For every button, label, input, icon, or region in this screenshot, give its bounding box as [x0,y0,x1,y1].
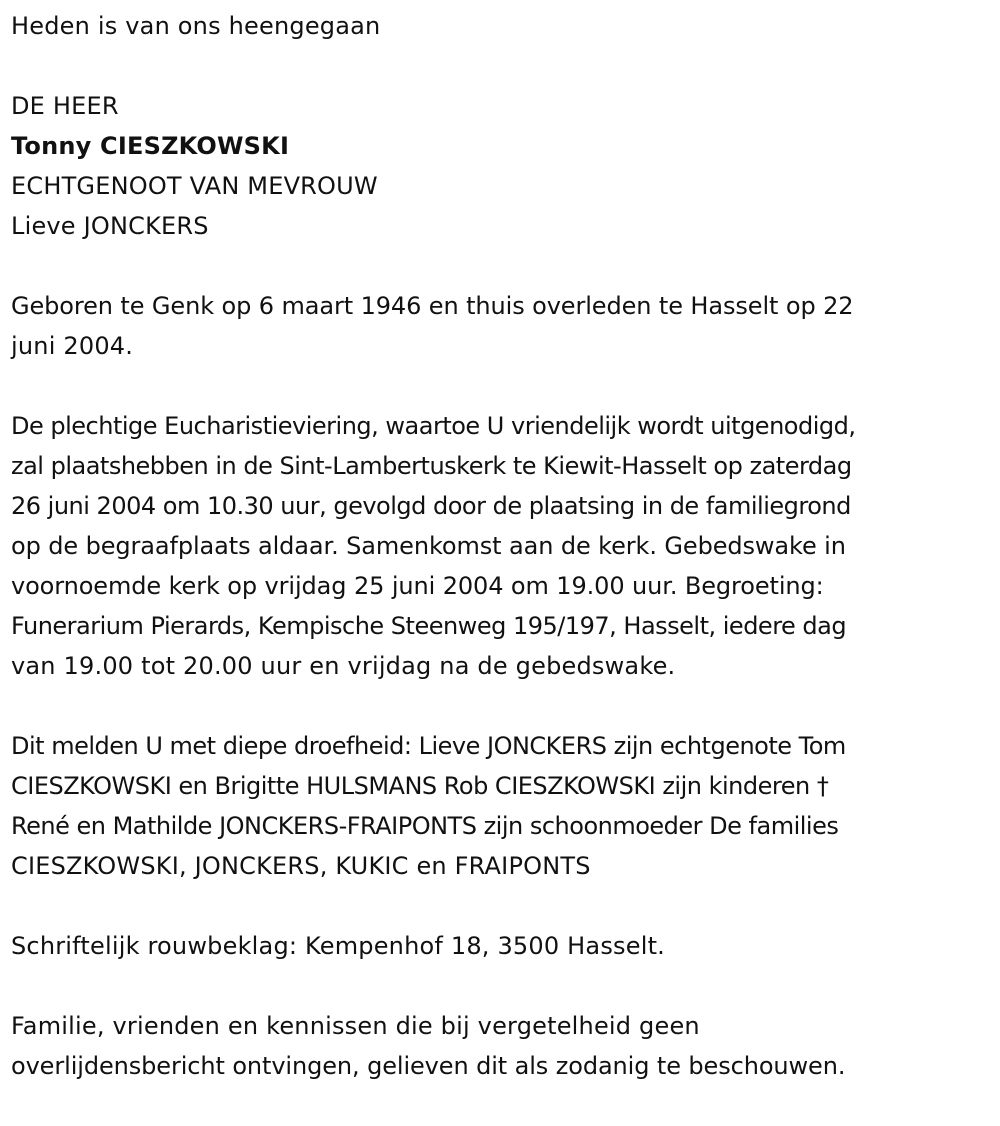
spacer [11,46,991,86]
paragraph-line: Funerarium Pierards, Kempische Steenweg 195/197, Hasselt, iedere dag [11,612,847,640]
paragraph-line: van 19.00 tot 20.00 uur en vrijdag na de gebedswake. [11,652,676,680]
spacer [11,686,991,726]
spouse-name: Lieve JONCKERS [11,212,209,240]
paragraph-line: CIESZKOWSKI en Brigitte HULSMANS Rob CIESZKOWSKI zijn kinderen † [11,772,829,800]
paragraph-line: overlijdensbericht ontvingen, gelieven dit als zodanig te beschouwen. [11,1052,846,1080]
spouse-label: ECHTGENOOT VAN MEVROUW [11,172,378,200]
obituary-notice [11,6,991,1086]
birth-death-paragraph [11,286,991,366]
intro-line: Heden is van ons heengegaan [11,12,381,40]
spacer [11,246,991,286]
spacer [11,966,991,1006]
ceremony-paragraph [11,406,991,686]
closing-paragraph [11,1006,991,1086]
paragraph-line: CIESZKOWSKI, JONCKERS, KUKIC en FRAIPONTS [11,852,591,880]
paragraph-line: De plechtige Eucharistieviering, waartoe U vriendelijk wordt uitgenodigd, [11,412,856,440]
paragraph-line: op de begraafplaats aldaar. Samenkomst aan de kerk. Gebedswake in [11,532,846,560]
title-prefix: DE HEER [11,92,119,120]
paragraph-line: Geboren te Genk op 6 maart 1946 en thuis overleden te Hasselt op 22 [11,292,854,320]
paragraph-line: voornoemde kerk op vrijdag 25 juni 2004 om 19.00 uur. Begroeting: [11,572,824,600]
paragraph-line: René en Mathilde JONCKERS-FRAIPONTS zijn schoonmoeder De families [11,812,839,840]
paragraph-line: Familie, vrienden en kennissen die bij vergetelheid geen [11,1012,700,1040]
condolence-address: Schriftelijk rouwbeklag: Kempenhof 18, 3500 Hasselt. [11,932,666,960]
paragraph-line: zal plaatshebben in de Sint-Lambertuskerk te Kiewit-Hasselt op zaterdag [11,452,852,480]
deceased-name: Tonny CIESZKOWSKI [11,132,290,160]
family-paragraph [11,726,991,886]
paragraph-line: Dit melden U met diepe droefheid: Lieve JONCKERS zijn echtgenote Tom [11,732,846,760]
spacer [11,366,991,406]
paragraph-line: 26 juni 2004 om 10.30 uur, gevolgd door de plaatsing in de familiegrond [11,492,851,520]
spacer [11,886,991,926]
paragraph-line: juni 2004. [11,332,134,360]
